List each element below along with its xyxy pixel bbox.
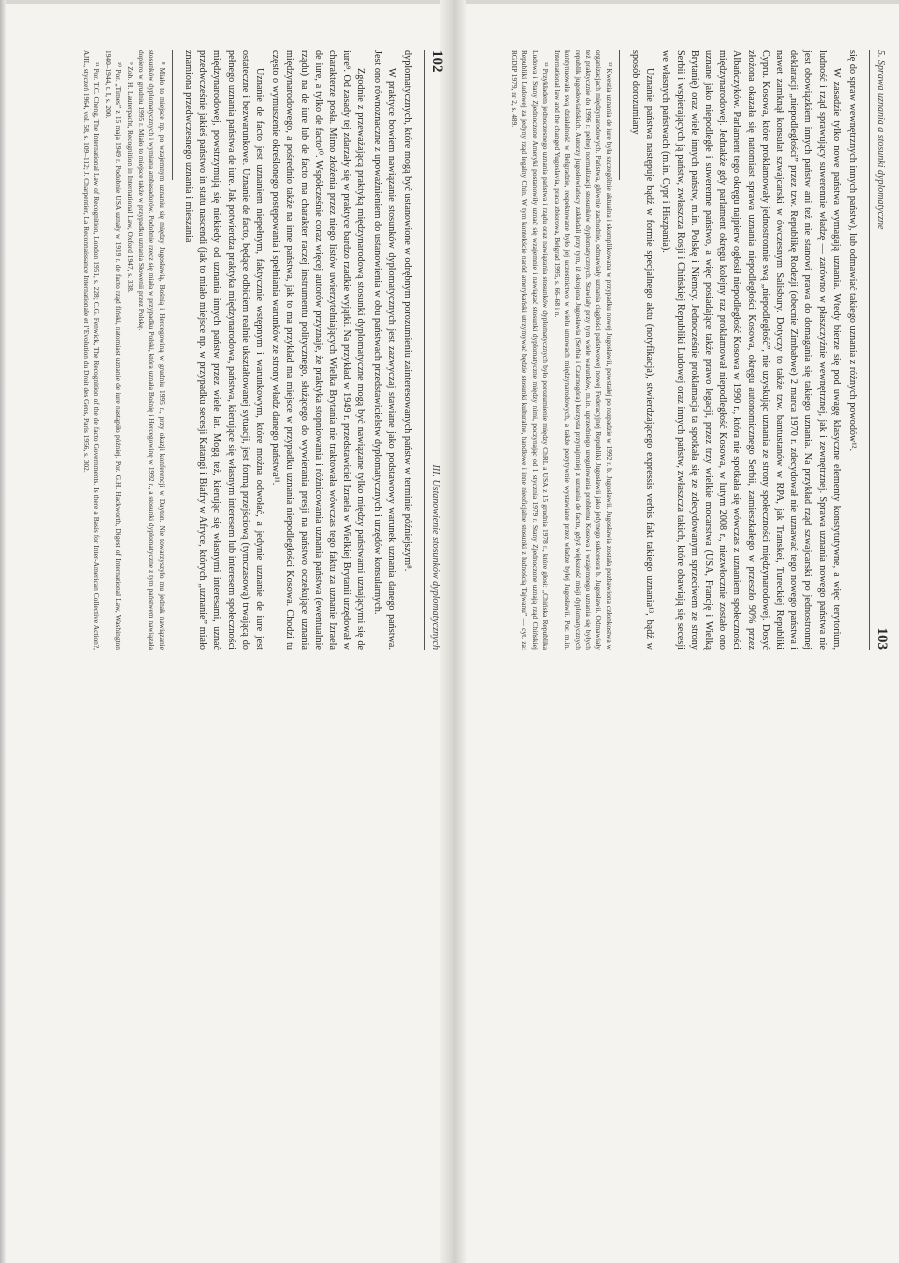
footnotes	[509, 50, 614, 650]
body-text	[628, 50, 859, 650]
paragraph: Zgodnie z przeważającą praktyką międzynarodową stosunki dyplomatyczne mogą być nawiązane tylko między państwami uznającymi się de iure⁹. Od zasady tej zdarzały się w praktyce bardzo rzadkie wyjątki. Na przykład w 1949 r. przedstawiciel Izraela w Wielkiej Brytanii urzędował w charakterze posła. Mimo złożenia przez niego listów uwierzytelniających Wielka Brytania nie traktowała wówczas tego faktu za uznanie Izraela de iure, a tylko de facto¹⁰. Współcześnie coraz więcej autorów przyznaje, że praktyka stopniowania i różnicowania uznania państwa (ewentualnie rządu) na de iure lub de facto ma charakter raczej instrumentu politycznego, służącego do wywierania presji na państwo oczekujące uznania międzynarodowego, a pośrednio także na inne państwa, jak to ma przykład ma miejsce w przypadku uznania niepodległości Kosowa. Chodzi tu często o wymuszenie określonego postępowania i spełniania warunków ze strony władz danego państwa¹¹.	[270, 50, 367, 650]
footnote: ¹³ Przykładem jednoczesnego uznania państwa i rządu oraz nawiązania stosunków dyplomatycznych było porozumienie między ChRL a USA z 15 grudnia 1978 r., które głosi: „Chińska Republika Ludowa i Stany Zjednoczone Ameryki postanowiły uznać się wzajemnie i nawiązać stosunki dyplomatyczne między nimi, poczynając od 1 stycznia 1979 r. Stany Zjednoczone uznają rząd Chińskiej Republiki Ludowej za jedyny rząd legalny Chin. W tym kontekście naród amerykański utrzymywać będzie stosunki kulturalne, handlowe i inne nieoficjalne stosunki z ludnością Tajwanu” — cyt. za: RGDIP 1979, nr 2, s. 489.	[510, 50, 551, 650]
running-head: III. Ustanowienie stosunków dyplomatycznych	[430, 464, 441, 650]
paragraph: Uznanie państwa następuje bądź w formie specjalnego aktu (notyfikacja), stwierdzającego expressis verbis fakt takiego uznania¹³, bądź w sposób dorozumiany	[629, 50, 656, 650]
page-header	[424, 50, 445, 650]
paragraph: Uznanie de facto jest uznaniem niepełnym, faktycznie wstępnym i warunkowym, które można odwołać, a jedynie uznanie de iure jest ostateczne i bezwarunkowe. Uznanie de facto, będące odbiciem realnie ukształtowanej sytuacji, jest formą przejściową (tymczasową) trwającą do pełnego uznania państwa de iure. Jak potwierdza praktyka międzynarodowa, państwa, kierujące się własnym interesem lub interesem społeczności międzynarodowej, powstrzymują się niekiedy od uznania innych państw przez wiele lat. Mogą też, kierując się własnymi interesami, uznać przedwcześnie jakieś państwo in statu nascendi (jak to miało miejsce np. w przypadku secesji Katangi i Biafry w Afryce, których „uznanie” miało znamiona przedwczesnego uznania i mieszania	[182, 50, 265, 650]
page-102	[15, 50, 445, 650]
paragraph: się do spraw wewnętrznych innych państw), lub odmawiać takiego uznania z różnych powodów¹².	[847, 50, 858, 452]
page-103	[460, 50, 890, 650]
running-head: 5. Sprawa uznania a stosunki dyplomatyczne	[875, 50, 886, 230]
footnote: ⁹ Zob. H. Lauterpacht, Recognition in International Law, Oxford 1947, s. 338.	[125, 62, 135, 293]
footnote-rule	[172, 50, 173, 180]
footnote: ¹¹ Por. T.C. Cheng, The International Law of Recognition, London 1951, s. 228; C.G. Fenwick, The Recognition of the de facto Governments. Is there a Basis for Inter-American Collective Action?, AJIL, styczeń 1964, vol. 58, s. 109–112; J. Charpentier, La Reconnaissance Internationale et l’Evolution du Droit des Gens, Paris 1956, s. 302.	[81, 50, 102, 650]
footnote: ¹⁰ Por. „Times” z 15 maja 1949 r. Podobnie USA uznały w 1919 r. de facto rząd fiński, natomiast uznanie de iure nastąpiło później. Por. G.H. Hackworth, Digest of International Law, Washington 1940–1944, t. I, s. 200.	[103, 50, 124, 650]
footnote: ⁸ Miało to miejsce np. po wzajemnym uznaniu się między Jugosławią, Bośnią i Hercegowiną w grudniu 1995 r., przy okazji konferencji w Dayton. Nie towarzyszyło mu jednak nawiązanie stosunków dyplomatycznych i wymiana ambasadorów. Podobnie rzecz się miała w przypadku Polski, która uznała Bośnię i Hercegowinę w 1992 r., a stosunki dyplomatyczne z tym państwem nawiązała dopiero w grudniu 1995 r. Miało to miejsce także w przypadku uznania Słowenii przez Polskę.	[136, 50, 167, 650]
footnote-rule	[619, 50, 620, 180]
footnote: ¹² Kwestia uznania de iure była szczególnie aktualna i skomplikowana w przypadku nowej Jugosławii, powstałej po rozpadzie w 1992 r. b. Jugosławii. Jugosławia została pozbawiona członkostwa w organizacjach międzynarodowych. Państwa, głównie zachodnie, odmawiały uznania ciągłości państwowej nowej Federacyjnej Republiki Jugosławii jako jedynego sukcesora b. Jugosławii. Odmawiały też praktycznie do 1996 r. pełnej normalizacji stosunków dyplomatycznych. Stawiały przy tym wiele warunków, m.in. uprzedniego uregulowania problemu Kosowa i wzajemnego uznania się byłych republik jugosłowiańskich. Autorzy jugosłowiańscy zakładali przy tym, iż okrojona Jugosławia (Serbia i Czarnogóra) korzysta przynajmniej z uznania de facto, gdyż większość misji dyplomatycznych kontynuowała swą działalność w Belgradzie, respektowane było jej uczestnictwo w wielu umowach międzynarodowych, a także pozytywnie wystawiane przez władze byłej Jugosławii. Por. m.in. International law and the changed Yugoslavia, praca zbiorowa, Belgrad 1995, s. 66–68 i n.	[552, 50, 614, 650]
body-text	[181, 50, 414, 650]
page-number: 102	[429, 50, 445, 73]
paragraph: dyplomatycznych, które mogą być ustanowione w odrębnym porozumieniu zainteresowanych państw w terminie późniejszym⁸.	[402, 50, 413, 572]
page-number: 103	[874, 627, 890, 650]
footnotes	[81, 50, 167, 650]
scan-edge-left	[0, 0, 6, 1263]
paragraph: W zasadzie tylko nowe państwa wymagają uznania. Wtedy bierze się pod uwagę klasyczne elementy konstytutywne, a więc terytorium, ludność i rząd sprawujący suwerennie władzę — zarówno w płaszczyźnie wewnętrznej, jak i zewnętrznej. Sprawa uznania nowego państwa nie jest obowiązkiem innych państw ani też nie stanowi prawa do domagania się takiego uznania. Na przykład rząd szwajcarski po jednostronnej deklaracji „niepodległości” przez tzw. Republikę Rodezji (obecnie Zimbabwe) 2 marca 1970 r. zdecydował nie uznawać tego nowego państwa i nawet zamknął konsulat szwajcarski w ówczesnym Salisbury. Dotyczy to także tzw. bantustanów w RPA, jak Transkei, Tureckiej Republiki Cypru. Kosowa, które proklamowały jednostronnie swą „niepodległość”, nie uzyskując uznania ze strony społeczności międzynarodowej. Dosyć złożona okazała się natomiast sprawa uznania niepodległości Kosowa, okręgu autonomicznego Serbii, zamieszkałego w przeszło 90% przez Albańczyków. Parlament tego okręgu najpierw ogłosił niepodległość Kosowa w 1990 r., która nie spotkała się wówczas z uznaniem społeczności międzynarodowej. Jednakże gdy parlament okręgu kolejny raz proklamował niepodległość Kosowa, w lutym 2008 r., niezwłocznie zostało ono uznane jako niepodległe i suwerenne państwo, a więc posiadające także prawo legacji, przez trzy wielkie mocarstwa (USA, Francję i Wielką Brytanię) oraz wiele innych państw, m.in. Polskę i Niemcy. Jednocześnie proklamacja ta spotkała się ze zdecydowanym sprzeciwem ze strony Serbii i wspierających ją państw, zwłaszcza Rosji i Chińskiej Republiki Ludowej oraz innych państw, zwłaszcza takich, które obawiają się secesji we własnych państwach (m.in. Cypr i Hiszpania).	[660, 50, 842, 650]
paragraph: W praktyce bowiem nawiązanie stosunków dyplomatycznych jest zazwyczaj stawiane jako podstawowy warunek uznania danego państwa. Jest ono równoznaczne z upoważnieniem do ustanowienia w obu państwach przedstawicielstw dyplomatycznych i urzędów konsularnych.	[371, 50, 397, 650]
page-header	[869, 50, 890, 650]
